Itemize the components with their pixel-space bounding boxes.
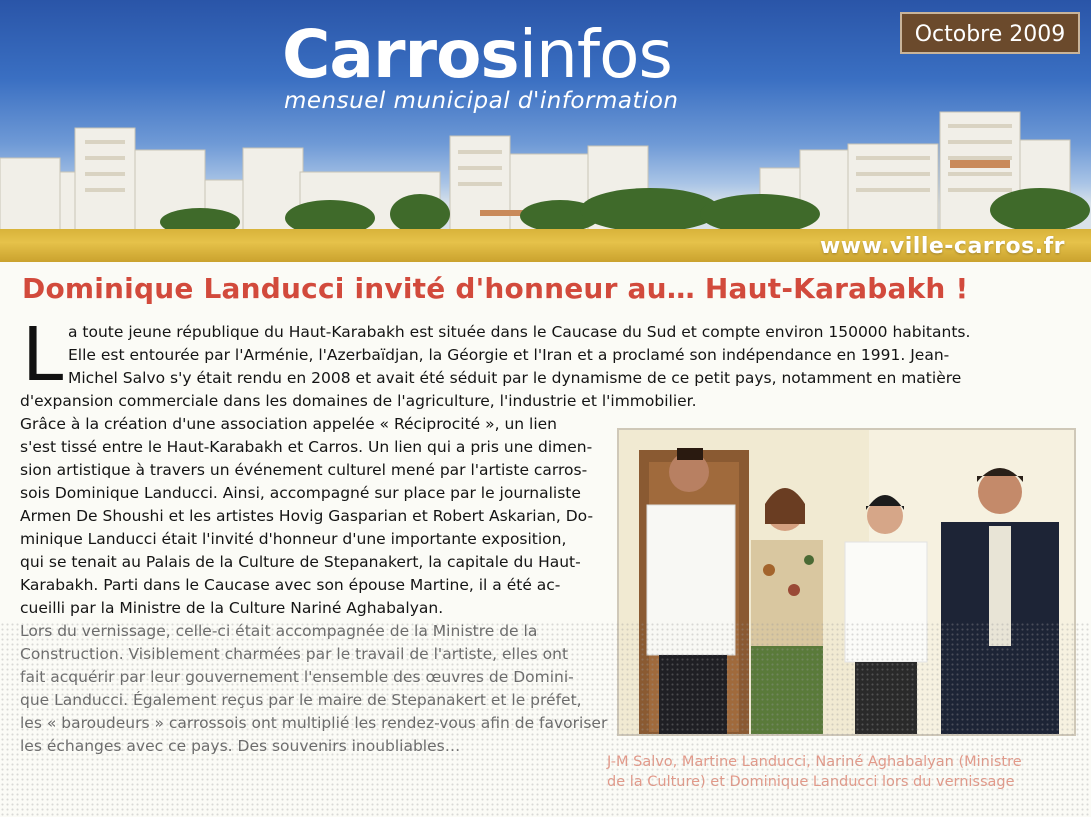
masthead-logo [282,18,672,92]
article-photo [617,428,1076,736]
drop-cap: L [22,312,64,398]
group-photo-image [619,430,1074,734]
body-line: Construction. Visiblement charmées par le travail de l'artiste, elles ont [20,645,569,663]
logo-bold-text: Carros [282,16,519,93]
body-line: que Landucci. Également reçus par le maire de Stepanakert et le préfet, [20,691,582,709]
website-link[interactable]: www.ville-carros.fr [819,234,1065,259]
body-line: minique Landucci était l'invité d'honneur d'une importante exposition, [20,530,567,548]
header-banner [0,0,1091,262]
city-skyline-image [0,110,1091,240]
body-line: Karabakh. Parti dans le Caucase avec son épouse Martine, il a été ac- [20,576,561,594]
photo-caption-line: de la Culture) et Dominique Landucci lors du vernissage [607,774,1015,790]
body-line: les échanges avec ce pays. Des souvenirs inoubliables… [20,737,461,755]
article-headline: Dominique Landucci invité d'honneur au… Haut-Karabakh ! [22,272,969,305]
body-line: d'expansion commerciale dans les domaines de l'agriculture, l'industrie et l'immobilier. [20,392,697,410]
body-line: Lors du vernissage, celle-ci était accompagnée de la Ministre de la [20,622,538,640]
body-line: a toute jeune république du Haut-Karabakh est située dans le Caucase du Sud et compte environ 150000 habitants. [68,323,971,341]
body-line: cueilli par la Ministre de la Culture Nariné Aghabalyan. [20,599,444,617]
issue-date-badge: Octobre 2009 [900,12,1080,54]
body-line: sion artistique à travers un événement culturel mené par l'artiste carros- [20,461,588,479]
photo-caption-line: J-M Salvo, Martine Landucci, Nariné Aghabalyan (Ministre [607,754,1022,770]
body-line: Armen De Shoushi et les artistes Hovig Gasparian et Robert Askarian, Do- [20,507,594,525]
body-line: qui se tenait au Palais de la Culture de Stepanakert, la capitale du Haut- [20,553,581,571]
body-line: sois Dominique Landucci. Ainsi, accompagné sur place par le journaliste [20,484,581,502]
masthead-tagline: mensuel municipal d'information [284,88,679,114]
body-line: Michel Salvo s'y était rendu en 2008 et avait été séduit par le dynamisme de ce petit pays, notamment en matière [68,369,962,387]
body-line: Grâce à la création d'une association appelée « Réciprocité », un lien [20,415,557,433]
body-line: Elle est entourée par l'Arménie, l'Azerbaïdjan, la Géorgie et l'Iran et a proclamé son indépendance en 1991. Jean- [68,346,950,364]
body-line: s'est tissé entre le Haut-Karabakh et Carros. Un lien qui a pris une dimen- [20,438,593,456]
body-line: fait acquérir par leur gouvernement l'ensemble des œuvres de Domini- [20,668,574,686]
body-line: les « baroudeurs » carrossois ont multiplié les rendez-vous afin de favoriser [20,714,608,732]
logo-light-text: infos [518,16,672,93]
